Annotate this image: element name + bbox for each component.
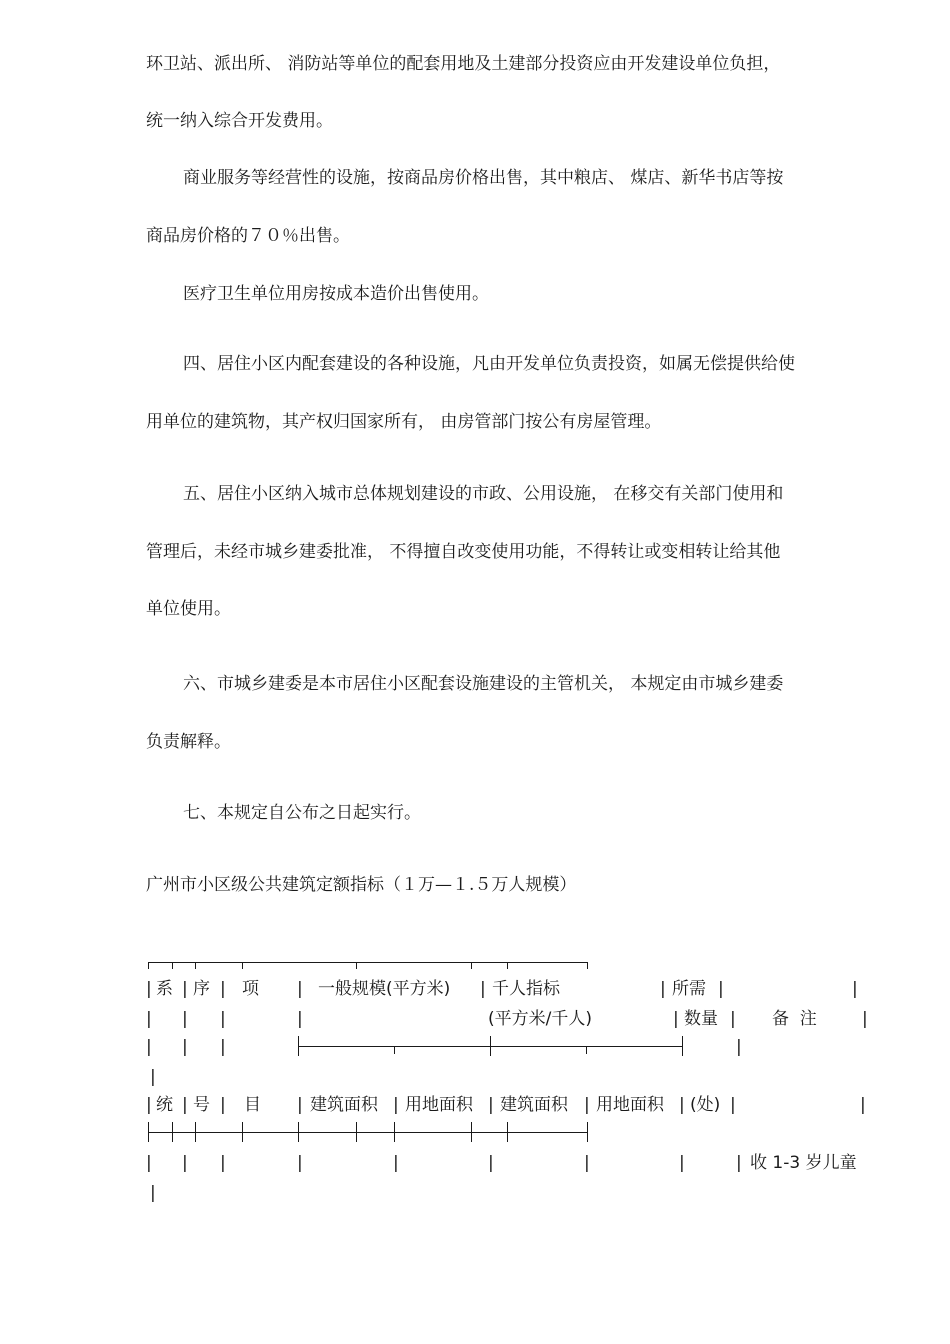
table-border-left: | (146, 1095, 152, 1115)
table-rule-top (148, 962, 588, 963)
table-sub-tick (586, 1046, 587, 1054)
table-divider-tick (298, 1122, 299, 1142)
table-divider-tick (148, 1122, 149, 1142)
table-sep: | (220, 1037, 226, 1057)
header-required-bottom: (处) (690, 1095, 721, 1115)
header-general-scale: 一般规模(平方米) (318, 979, 451, 999)
paragraph-line: 商品房价格的７０％出售。 (146, 226, 350, 246)
table-border-right: | (860, 1095, 866, 1115)
header-building-area-2: 建筑面积 (500, 1095, 568, 1115)
paragraph-line: 商业服务等经营性的设施，按商品房价格出售，其中粮店、 煤店、新华书店等按 (183, 168, 784, 188)
header-item-bottom: 目 (244, 1095, 261, 1115)
header-system-bottom: 统 (156, 1095, 173, 1115)
table-sep: | (584, 1095, 590, 1115)
table-sep: | (488, 1153, 494, 1173)
table-sep: | (736, 1037, 742, 1057)
table-border-right: | (852, 979, 858, 999)
table-tick (507, 962, 508, 969)
table-sep: | (297, 1153, 303, 1173)
table-sep: | (182, 1009, 188, 1029)
header-seq-top: 序 (193, 979, 210, 999)
table-sep: | (297, 979, 303, 999)
paragraph-line: 五、居住小区纳入城市总体规划建设的市政、公用设施， 在移交有关部门使用和 (183, 484, 784, 504)
table-divider-tick (471, 1122, 472, 1142)
table-sub-tick (394, 1046, 395, 1054)
table-border-left: | (146, 1153, 152, 1173)
table-sep: | (730, 1095, 736, 1115)
table-sep: | (718, 979, 724, 999)
paragraph-line: 医疗卫生单位用房按成本造价出售使用。 (183, 284, 489, 304)
table-sep: | (182, 1037, 188, 1057)
table-sub-tick (298, 1036, 299, 1056)
table-border-left: | (146, 979, 152, 999)
table-sep: | (220, 1009, 226, 1029)
paragraph-line: 用单位的建筑物，其产权归国家所有， 由房管部门按公有房屋管理。 (146, 412, 662, 432)
table-sep: | (736, 1153, 742, 1173)
table-tick (471, 962, 472, 969)
paragraph-line: 统一纳入综合开发费用。 (146, 111, 333, 131)
header-per-thousand: 千人指标 (492, 979, 560, 999)
table-sep: | (660, 979, 666, 999)
table-divider-tick (356, 1122, 357, 1142)
table-caption: 广州市小区级公共建筑定额指标（１万—１.５万人规模） (146, 875, 577, 895)
table-divider-tick (242, 1122, 243, 1142)
table-divider-tick (172, 1122, 173, 1142)
paragraph-line: 负责解释。 (146, 732, 231, 752)
table-sep: | (679, 1153, 685, 1173)
table-sep: | (488, 1095, 494, 1115)
first-row-remark: 收 1-3 岁儿童 (750, 1153, 857, 1173)
table-sep: | (393, 1095, 399, 1115)
paragraph-line: 四、居住小区内配套建设的各种设施，凡由开发单位负责投资，如属无偿提供给使 (183, 354, 795, 374)
table-tick (356, 962, 357, 969)
table-border-right: | (862, 1009, 868, 1029)
header-required-top: 所需 (672, 979, 706, 999)
table-sep: | (182, 1153, 188, 1173)
header-system-top: 系 (156, 979, 173, 999)
table-divider-tick (195, 1122, 196, 1142)
table-sep: | (393, 1153, 399, 1173)
header-item-top: 项 (242, 979, 259, 999)
table-sep: | (584, 1153, 590, 1173)
table-border-left: | (150, 1067, 156, 1087)
table-tick (172, 962, 173, 969)
header-building-area-1: 建筑面积 (310, 1095, 378, 1115)
header-per-thousand-unit: (平方米/千人) (488, 1009, 592, 1029)
table-tick (195, 962, 196, 969)
paragraph-line: 七、本规定自公布之日起实行。 (183, 803, 421, 823)
table-sep: | (679, 1095, 685, 1115)
table-rule-divider (148, 1132, 588, 1133)
header-seq-bottom: 号 (193, 1095, 210, 1115)
table-divider-tick (507, 1122, 508, 1142)
table-divider-tick (587, 1122, 588, 1142)
table-border-left: | (146, 1037, 152, 1057)
header-land-area-2: 用地面积 (596, 1095, 664, 1115)
table-divider-tick (394, 1122, 395, 1142)
table-border-left: | (150, 1183, 156, 1203)
header-remarks: 备 注 (772, 1009, 817, 1029)
paragraph-line: 六、市城乡建委是本市居住小区配套设施建设的主管机关， 本规定由市城乡建委 (183, 674, 784, 694)
header-required-mid: 数量 (684, 1009, 718, 1029)
table-sep: | (182, 1095, 188, 1115)
table-sub-tick (490, 1036, 491, 1056)
table-sep: | (297, 1095, 303, 1115)
paragraph-line: 管理后，未经市城乡建委批准， 不得擅自改变使用功能，不得转让或变相转让给其他 (146, 542, 781, 562)
table-sep: | (297, 1009, 303, 1029)
table-sep: | (480, 979, 486, 999)
table-sep: | (220, 1095, 226, 1115)
table-sep: | (673, 1009, 679, 1029)
table-tick (587, 962, 588, 969)
table-sub-tick (682, 1036, 683, 1056)
table-border-left: | (146, 1009, 152, 1029)
table-sep: | (220, 1153, 226, 1173)
table-sep: | (220, 979, 226, 999)
table-sep: | (730, 1009, 736, 1029)
paragraph-line: 环卫站、派出所、 消防站等单位的配套用地及土建部分投资应由开发建设单位负担， (146, 54, 781, 74)
table-tick (148, 962, 149, 969)
header-land-area-1: 用地面积 (405, 1095, 473, 1115)
table-sep: | (182, 979, 188, 999)
table-tick (242, 962, 243, 969)
paragraph-line: 单位使用。 (146, 599, 231, 619)
